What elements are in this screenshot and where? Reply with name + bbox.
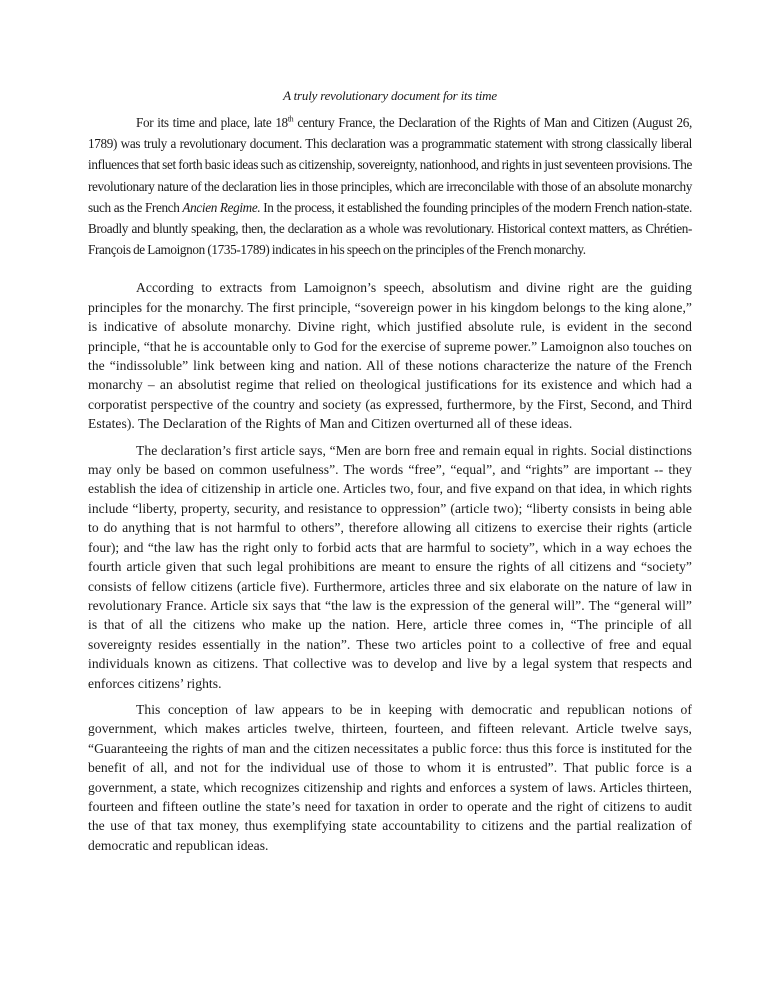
paragraph-1-text-a: For its time and place, late 18 — [136, 115, 288, 130]
paragraph-2 — [88, 278, 692, 433]
paragraph-1-italic-term: Ancien Regime. — [182, 199, 261, 215]
paragraph-3-text: The declaration’s first article says, “Men are born free and remain equal in rights. Social distinctions may only be based on common usefulness”. The words “free”, “equal”, and “rights” are important -- they establish the idea of citizenship in article one. Articles two, four, and five expand on that idea, in which rights include “liberty, property, security, and resistance to oppression” (article two); “liberty consists in being able to do anything that is not harmful to others”, therefore allowing all citizens to exercise their rights (article four); and “the law has the right only to forbid acts that are harmful to society”, which in a way echoes the fourth article given that such legal prohibitions are meant to ensure the rights of all citizens and “society” consists of fellow citizens (article five). Furthermore, articles three and six elaborate on the nature of law in revolutionary France. Article six says that “the law is the expression of the general will”. The “general will” is that of all the citizens who make up the nation. Here, article three comes in, “The principle of all sovereignty resides essentially in the nation”. These two articles point to a collective of free and equal individuals known as citizens. That collective was to develop and live by a legal system that respects and enforces citizens’ rights. — [88, 442, 692, 691]
document-title: A truly revolutionary document for its time — [283, 88, 497, 103]
paragraph-4-text: This conception of law appears to be in keeping with democratic and republican notions of government, which makes articles twelve, thirteen, fourteen, and fifteen relevant. Article twelve says, “Guaranteeing the rights of man and the citizen necessitates a public force: thus this force is instituted for the benefit of all, and not for the individual use of those to whom it is entrusted”. That public force is a government, a state, which recognizes citizenship and rights and enforces a system of laws. Articles thirteen, fourteen and fifteen outline the state’s need for taxation in order to operate and the right of citizens to audit the use of that tax money, thus exemplifying state accountability to citizens and the partial realization of democratic and republican ideas. — [88, 701, 692, 853]
paragraph-2-text: According to extracts from Lamoignon’s speech, absolutism and divine right are the guiding principles for the monarchy. The first principle, “sovereign power in his kingdom belongs to the king alone,” is indicative of absolute monarchy. Divine right, which justified absolute rule, is evident in the second principle, “that he is accountable only to God for the exercise of supreme power.” Lamoignon also touches on the “indissoluble” link between king and nation. All of these notions characterize the nature of the French monarchy – an absolutist regime that relied on theological justifications for its existence and which had a corporatist perspective of the country and society (as expressed, furthermore, by the First, Second, and Third Estates). The Declaration of the Rights of Man and Citizen overturned all of these ideas. — [88, 280, 692, 432]
paragraph-1-superscript: th — [287, 114, 294, 124]
paragraph-1-text-c: In the process, it established the founding principles of the modern French nation-state. Broadly and bluntly speaking, then, the declaration as a whole was revolutionary. Historical context matters, as Chrétien-François de Lamoignon (1735-1789) indicates in his speech on the principles of the French monarchy. — [88, 199, 693, 258]
paragraph-4 — [88, 700, 692, 855]
paragraph-3 — [88, 441, 692, 693]
document-page — [88, 86, 692, 855]
paragraph-1-text-b: century France, the Declaration of the Rights of Man and Citizen (August 26, 1789) was truly a revolutionary document. This declaration was a programmatic statement with strong classically liberal influences that set forth basic ideas such as citizenship, sovereignty, nationhood, and rights in just seventeen provisions. The revolutionary nature of the declaration lies in those principles, which are irreconcilable with those of an absolute monarchy such as the French — [88, 115, 692, 215]
paragraph-1 — [88, 112, 692, 260]
